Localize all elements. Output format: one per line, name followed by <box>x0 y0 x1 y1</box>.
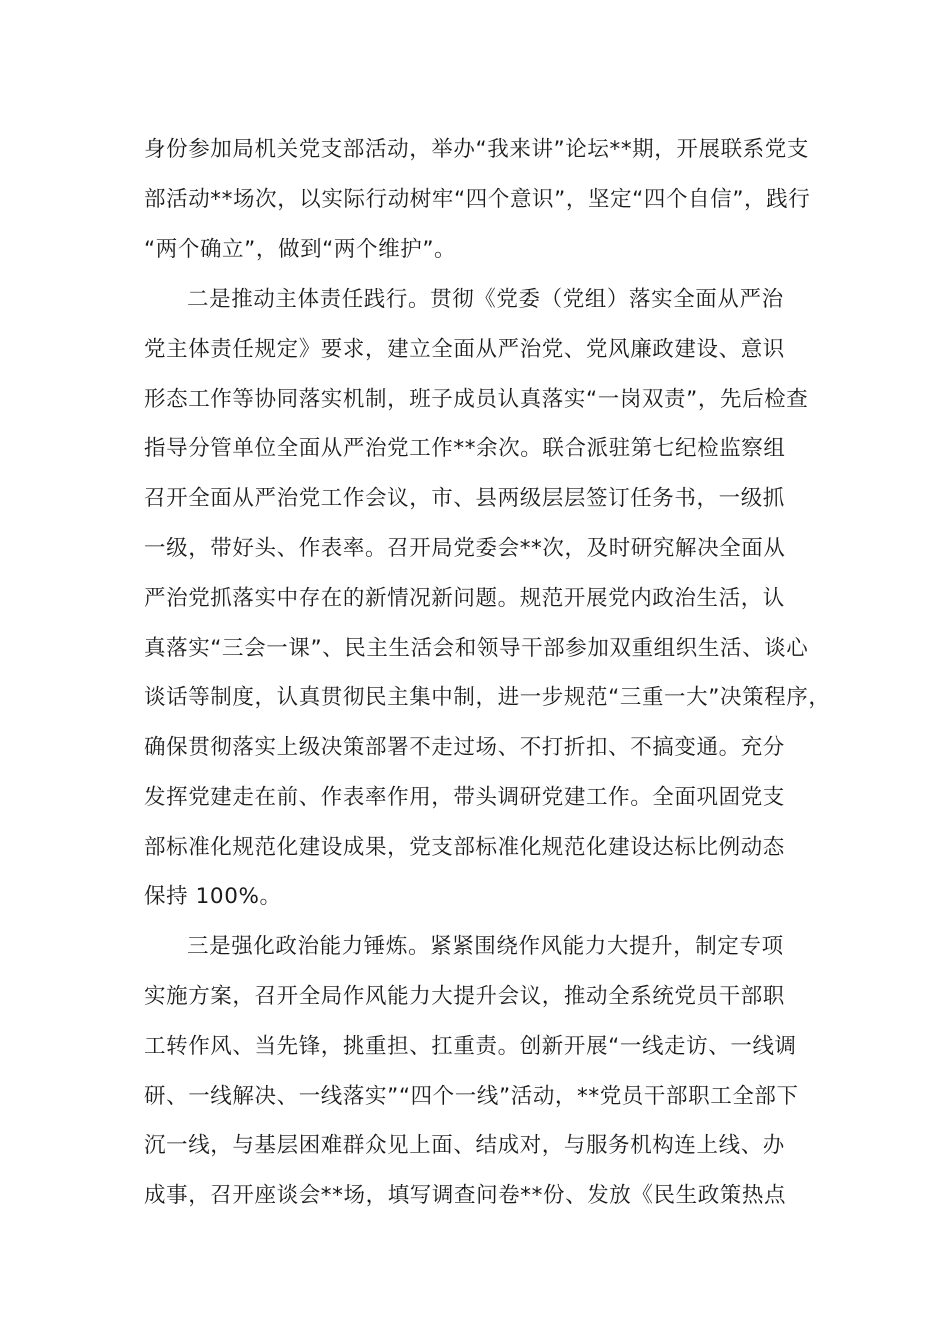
text-line: 严治党抓落实中存在的新情况新问题。规范开展党内政治生活，认 <box>144 586 785 611</box>
text-line: 实施方案，召开全局作风能力大提升会议，推动全系统党员干部职 <box>144 984 785 1009</box>
text-line: 工转作风、当先锋，挑重担、扛重责。创新开展“一线走访、一线调 <box>144 1034 797 1059</box>
text-line: 谈话等制度，认真贯彻民主集中制，进一步规范“三重一大”决策程序， <box>144 685 831 710</box>
text-line: 指导分管单位全面从严治党工作**余次。联合派驻第七纪检监察组 <box>144 436 786 461</box>
text-line: 身份参加局机关党支部活动，举办“我来讲”论坛**期，开展联系党支 <box>144 137 809 162</box>
text-line: “两个确立”，做到“两个维护”。 <box>144 237 457 262</box>
paragraph-start-line: 二是推动主体责任践行。贯彻《党委（党组）落实全面从严治 <box>187 287 784 312</box>
text-line: 成事，召开座谈会**场，填写调查问卷**份、发放《民生政策热点 <box>144 1183 787 1208</box>
text-line: 发挥党建走在前、作表率作用，带头调研党建工作。全面巩固党支 <box>144 785 785 810</box>
text-line: 确保贯彻落实上级决策部署不走过场、不打折扣、不搞变通。充分 <box>144 735 785 760</box>
text-line: 形态工作等协同落实机制，班子成员认真落实“一岗双责”，先后检查 <box>144 387 809 412</box>
text-line: 保持 100%。 <box>144 884 282 909</box>
paragraph-start-line: 三是强化政治能力锤炼。紧紧围绕作风能力大提升，制定专项 <box>187 934 784 959</box>
text-line: 沉一线，与基层困难群众见上面、结成对，与服务机构连上线、办 <box>144 1133 785 1158</box>
text-line: 真落实“三会一课”、民主生活会和领导干部参加双重组织生活、谈心 <box>144 636 809 661</box>
text-line: 召开全面从严治党工作会议，市、县两级层层签订任务书，一级抓 <box>144 486 785 511</box>
text-line: 一级，带好头、作表率。召开局党委会**次，及时研究解决全面从 <box>144 536 786 561</box>
text-line: 党主体责任规定》要求，建立全面从严治党、党风廉政建设、意识 <box>144 337 785 362</box>
text-line: 部标准化规范化建设成果，党支部标准化规范化建设达标比例动态 <box>144 835 785 860</box>
text-line: 部活动**场次，以实际行动树牢“四个意识”，坚定“四个自信”，践行 <box>144 187 811 212</box>
text-line: 研、一线解决、一线落实”“四个一线”活动，**党员干部职工全部下 <box>144 1084 799 1109</box>
